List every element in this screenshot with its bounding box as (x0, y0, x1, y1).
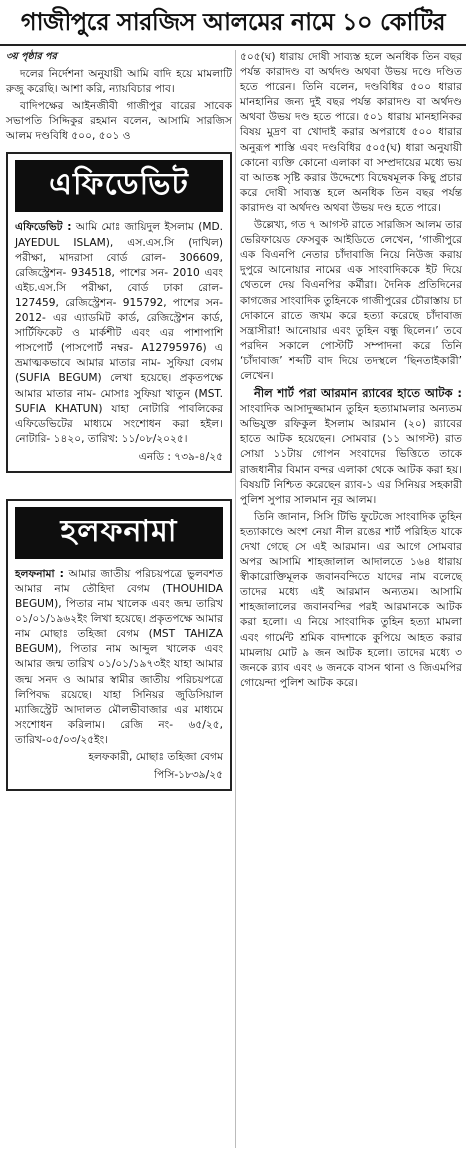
affidavit-text: আমি মোঃ জায়িদুল ইসলাম (MD. JAYEDUL ISLAM), এস.এস.সি (দাখিল) পরীক্ষা, মাদরাসা বোর্ড রোল- 306609, রেজিস্ট্রেশন- 934518, পাশের সন- 2010 এবং এইচ.এস.সি পরীক্ষা, বোর্ড ঢাকা রোল- 127459, রেজিস্ট্রেশন- 915792, পাশের সন- 2012- এর এ্যাডমিট কার্ড, রেজিস্ট্রেশন কার্ড, সার্টিফিকেট ও মার্কশীট এবং এর পাশাপাশি পাসপোর্ট (পাসপোর্ট নম্বর- A12795976) এ ভ্রমাত্মকভাবে আমার মাতার নাম- সুফিয়া বেগম (SUFIA BEGUM) লেখা হয়েছে। প্রকৃতপক্ষে আমার মাতার নাম- মোসাঃ সুফিয়া খাতুন (MST. SUFIA KHATUN) যাহা নোটারি পাবলিকের এফিডেভিটের মাধ্যমে সংশোধন করা হইল। নোটারি- ১৪২০, তারিখ: ১১/০৮/২০২৫। (15, 221, 223, 445)
article-paragraph (240, 386, 462, 508)
section-subheading: নীল শার্ট পরা আরমান র‍্যাবের হাতে আটক : (254, 386, 462, 401)
halafnama-text: আমার জাতীয় পরিচয়পত্রে ভুলবশত আমার নাম তৌহিদা বেগম (THOUHIDA BEGUM), পিতার নাম খালেক এবং জন্ম তারিখ ০১/০১/১৯৬২ইং লিখা হয়েছে। প্রকৃতপক্ষে আমার নাম মোছাঃ তহিজা বেগম (MST TAHIZA BEGUM), পিতার নাম আব্দুল খালেক এবং আমার জন্ম তারিখ ০১/০১/১৯৭৩ইং যাহা আমার জন্ম সনদ ও আমার স্বামীর জাতীয় পরিচয়পত্রে লিপিবদ্ধ রয়েছে। যাহা সিনিয়র জুডিসিয়াল ম্যাজিস্ট্রেট আদালত মৌলভীবাজার এর মাধ্যমে সংশোধন করিলাম। রেজি নং- ৬৫/২৫, তারিখ-০৫/০৩/২৫ইং। (15, 567, 223, 746)
page-headline: গাজীপুরে সারজিস আলমের নামে ১০ কোটির (0, 0, 466, 46)
article-paragraph: উল্লেখ্য, গত ৭ আগস্ট রাতে সারজিস আলম তার ভেরিফায়েড ফেসবুক আইডিতে লেখেন, ‘গাজীপুরে এক বিএনপি নেতার চাঁদাবাজি নিয়ে নিউজ করায় দুপুরে আনোয়ার নামের এক সাংবাদিককে ইট দিয়ে থেতলে দেয় বিএনপির কর্মীরা। দৈনিক প্রতিদিনের কাগজের সাংবাদিক তুহিনকে গাজীপুরের চৌরাস্তায় চা দোকানে রাতে জখম করে হত্যা করেছে চাঁদাবাজ সন্ত্রাসীরা! আনোয়ার এবং তুহিন বন্ধু ছিলেন।’ তবে পরদিন সকালে পোস্টটি সম্পাদনা করে তিনি ‘চাঁদাবাজ’ শব্দটি বাদ দিয়ে তদস্থলে ‘ছিনতাইকারী’ লেখেন। (240, 219, 462, 382)
article-paragraph: দলের নির্দেশনা অনুযায়ী আমি বাদি হয়ে মামলাটি রুজু করেছি। আশা করি, ন্যায়বিচার পাব। (6, 68, 232, 96)
affidavit-banner: এফিডেভিট (15, 160, 223, 212)
affidavit-lead: এফিডেভিট : (15, 221, 72, 234)
halafnama-ref: পিসি-১৮৩৯/২৫ (154, 769, 223, 781)
affidavit-ref: এনডি : ৭৩৯-৪/২৫ (138, 450, 223, 463)
affidavit-body (15, 220, 223, 446)
article-paragraph-text: সাংবাদিক আসাদুজ্জামান তুহিন হত্যামামলার অন্যতম অভিযুক্ত রফিকুল ইসলাম আরমান (২০) র‍্যাবের হাতে আটক হয়েছেন। সোমবার (১১ আগস্ট) রাত সোয়া ১১টায় গোপন সংবাদের ভিত্তিতে তাকে রাজধানীর বিমান বন্দর এলাকা থেকে আটক করা হয়। বিষয়টি নিশ্চিত করেছেন র‍্যাব-১ এর সিনিয়র সহকারী পুলিশ সুপার সালমান নূর আলম। (240, 403, 462, 506)
column-divider (235, 50, 236, 1148)
continued-label: ৩য় পৃষ্ঠার পর (6, 51, 57, 62)
article-paragraph: বাদিপক্ষের আইনজীবী গাজীপুর বারের সাবেক সভাপতি সিদ্দিকুর রহমান বলেন, আসামি সারজিস আলম দণ্ডবিধি ৫০০, ৫০১ ও (6, 100, 232, 143)
article-paragraph: ৫০৫(ঘ) ধারায় দোষী সাব্যস্ত হলে অনধিক তিন বছর পর্যন্ত কারাদণ্ড বা অর্থদণ্ড অথবা উভয় দণ্ডে দণ্ডিত হতে পারেন। তিনি বলেন, দণ্ডবিধির ৫০০ ধারার মানহানির জন্য দুই বছর পর্যন্ত কারাদণ্ড বা অর্থদণ্ড অথবা উভয় দণ্ড হতে পারে। ৫০১ ধারায় মানহানিকর বিষয় মুদ্রণ বা খোদাই করার অপরাধে ৫০০ ধারার অনুরূপ শাস্তি এবং দণ্ডবিধির ৫০৫(ঘ) ধারা অনুযায়ী কোনো ব্যক্তি কোনো এলাকা বা সম্প্রদায়ের মধ্যে ভয় বা আতঙ্ক সৃষ্টি করার উদ্দেশ্যে বিদ্বেষমূলক কিছু প্রচার করে দোষী সাব্যস্ত হলে অনধিক তিন বছর পর্যন্ত কারাদণ্ড বা অর্থদণ্ড অথবা উভয় দণ্ড হতে পারে। (240, 51, 462, 214)
right-column (240, 50, 462, 693)
article-paragraph: তিনি জানান, সিসি টিভি ফুটেজে সাংবাদিক তুহিন হত্যাকাণ্ডে অংশ নেয়া নীল রঙের শার্ট পরিহিত যাকে দেখা গেছে সে এই আরমান। এর আগে সোমবার অপর আসামি শাহজালাল আদালতে ১৬৪ ধারায় স্বীকারোক্তিমূলক জবানবন্দিতে যাদের নাম বলেছে তাদের মধ্যে এই আরমান অন্যতম। আসামি শাহজালালের জবানবন্দির পরই আরমানকে আটক করা হলো। এ নিয়ে সাংবাদিক তুহিন হত্যা মামলা এবং গার্মেন্ট শ্রমিক বাদশাকে কুপিয়ে আহত করার মামলায় মোট ৯ জন আটক হলো। তাদের মধ্যে ৩ জনকে র‍্যাব এবং ৬ জনকে বাসন থানা ও জিএমপির গোয়েন্দা পুলিশ আটক করে। (240, 510, 462, 689)
halafnama-body (15, 567, 223, 748)
affidavit-notice (6, 152, 232, 472)
halafnama-signatory: হলফকারী, মোছাঃ তহিজা বেগম (88, 751, 223, 763)
halafnama-lead: হলফনামা : (15, 567, 64, 580)
halafnama-banner: হলফনামা (15, 507, 223, 559)
left-column (6, 50, 232, 791)
halafnama-notice (6, 499, 232, 791)
